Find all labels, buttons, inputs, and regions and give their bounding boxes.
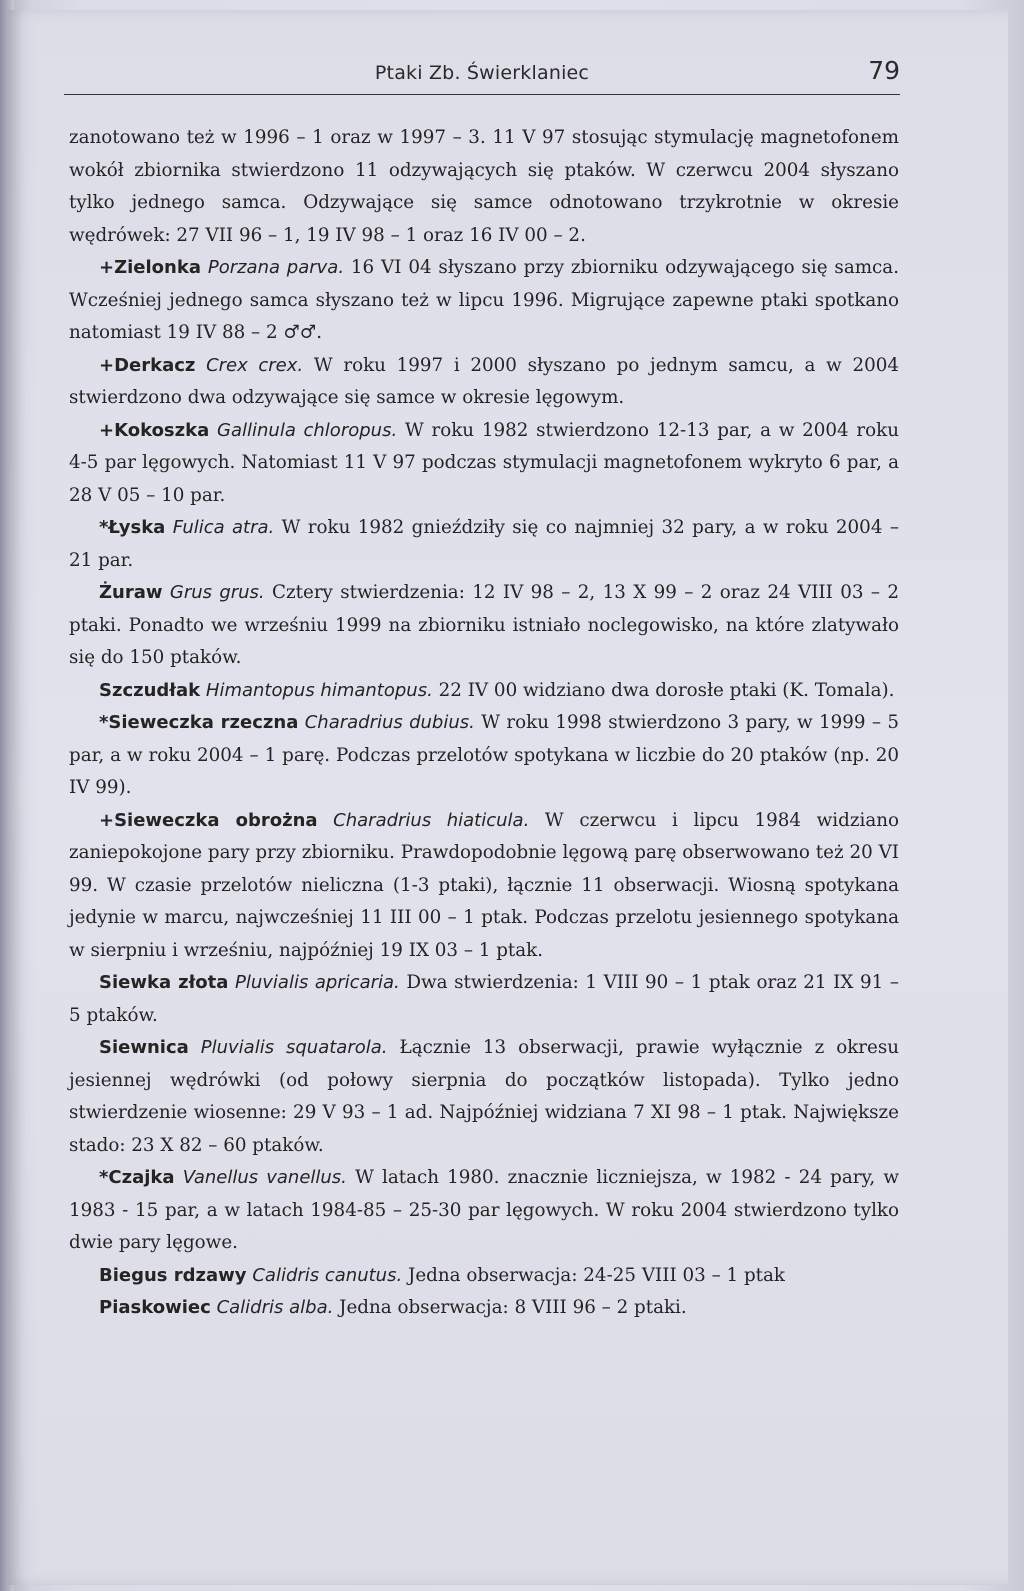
species-entry (69, 1032, 899, 1162)
entry-text: W roku 1982 stwierdzono 12-13 par, a w 2004 roku 4-5 par lęgowych. Natomiast 11 V 97 podczas stymulacji magnetofonem wykryto 6 par, a 28 V 05 – 10 par. (69, 419, 900, 506)
species-entry (69, 512, 899, 577)
entry-text: Jedna obserwacja: 24-25 VIII 03 – 1 ptak (408, 1264, 785, 1286)
species-name: *Łyska (99, 517, 166, 538)
species-name: Szczudłak (99, 679, 201, 701)
latin-name: Calidris alba. (216, 1297, 334, 1318)
entry-text: Jedna obserwacja: 8 VIII 96 – 2 ptaki. (339, 1297, 687, 1318)
latin-name: Pluvialis squatarola. (200, 1037, 388, 1058)
latin-name: Porzana parva. (207, 257, 345, 278)
species-entry (69, 805, 899, 968)
entry-text: W latach 1980. znacznie liczniejsza, w 1982 - 24 pary, w 1983 - 15 par, a w latach 1984-85 – 25-30 par lęgowych. W roku 2004 stwierdzono tylko dwie pary lęgowe. (69, 1167, 900, 1253)
species-entry (69, 252, 899, 350)
species-name: +Kokoszka (99, 419, 210, 441)
latin-name: Calidris canutus. (252, 1264, 403, 1286)
species-name: *Czajka (99, 1167, 175, 1188)
latin-name: Fulica atra. (172, 517, 275, 538)
latin-name: Charadrius dubius. (304, 712, 475, 733)
intro-paragraph: zanotowano też w 1996 – 1 oraz w 1997 – 3. 11 V 97 stosując stymulację magnetofonem wokół zbiornika stwierdzono 11 odzywających się ptaków. W czerwcu 2004 słyszano tylko jednego samca. Odzywające się samce odnotowano trzykrotnie w okresie wędrówek: 27 VII 96 – 1, 19 IV 98 – 1 oraz 16 IV 00 – 2. (69, 127, 899, 246)
species-name: +Zielonka (99, 257, 201, 278)
running-head: Ptaki Zb. Świerklaniec (374, 62, 590, 84)
latin-name: Vanellus vanellus. (182, 1167, 347, 1188)
species-entry (69, 967, 899, 1032)
entry-text: W czerwcu i lipcu 1984 widziano zaniepokojone pary przy zbiorniku. Prawdopodobnie lęgową parę obserwowano też 20 VI 99. W czasie przelotów nieliczna (1-3 ptaki), łącznie 11 obserwacji. Wiosną spotykana jedynie w marcu, najwcześniej 11 III 00 – 1 ptak. Podczas przelotu jesiennego spotykana w sierpniu i wrześniu, najpóźniej 19 IX 03 – 1 ptak. (69, 809, 900, 961)
species-entry (69, 350, 899, 415)
latin-name: Pluvialis apricaria. (235, 972, 400, 993)
entry-text: 16 VI 04 słyszano przy zbiorniku odzywającego się samca. Wcześniej jednego samca słyszano też w lipcu 1996. Migrujące zapewne ptaki spotkano natomiast 19 IV 88 – 2 ♂♂. (69, 257, 899, 343)
species-entry (69, 1260, 899, 1293)
species-name: Siewnica (99, 1037, 189, 1058)
species-entry (69, 675, 899, 708)
species-name: +Sieweczka obrożna (99, 809, 318, 831)
species-name: Piaskowiec (99, 1297, 211, 1318)
entry-text: W roku 1997 i 2000 słyszano po jednym samcu, a w 2004 stwierdzono dwa odzywające się samce w okresie lęgowym. (69, 354, 899, 408)
entry-text: Cztery stwierdzenia: 12 IV 98 – 2, 13 X 99 – 2 oraz 24 VIII 03 – 2 ptaki. Ponadto we wrześniu 1999 na zbiorniku istniało noclegowisko, na które zlatywało się do 150 ptaków. (69, 582, 899, 668)
latin-name: Gallinula chloropus. (217, 419, 398, 441)
species-entry (69, 577, 899, 675)
entry-text: W roku 1998 stwierdzono 3 pary, w 1999 – 5 par, a w roku 2004 – 1 parę. Podczas przelotów spotykana w liczbie do 20 ptaków (np. 20 IV 99). (69, 712, 899, 798)
species-name: Siewka złota (99, 972, 229, 993)
species-name: +Derkacz (99, 354, 196, 376)
latin-name: Himantopus himantopus. (205, 679, 433, 701)
species-entry (69, 1292, 899, 1325)
body-text (69, 122, 899, 1325)
entry-text: 22 IV 00 widziano dwa dorosłe ptaki (K. Tomala). (438, 679, 895, 701)
entry-text: W roku 1982 gnieździły się co najmniej 32 pary, a w roku 2004 – 21 par. (69, 517, 899, 571)
latin-name: Crex crex. (206, 354, 304, 376)
species-entry (69, 1162, 899, 1260)
page-number: 79 (868, 56, 900, 85)
entry-text: Łącznie 13 obserwacji, prawie wyłącznie z okresu jesiennej wędrówki (od połowy sierpnia do początków listopada). Tylko jedno stwierdzenie wiosenne: 29 V 93 – 1 ad. Najpóźniej widziana 7 XI 98 – 1 ptak. Największe stado: 23 X 82 – 60 ptaków. (69, 1037, 900, 1156)
latin-name: Charadrius hiaticula. (333, 809, 530, 831)
latin-name: Grus grus. (169, 582, 265, 603)
species-entry (69, 707, 899, 805)
entry-text: Dwa stwierdzenia: 1 VIII 90 – 1 ptak oraz 21 IX 91 – 5 ptaków. (69, 972, 899, 1026)
book-page (8, 10, 1008, 1585)
page-header (64, 54, 900, 95)
species-entry (69, 415, 899, 513)
species-name: *Sieweczka rzeczna (99, 712, 299, 733)
species-name: Żuraw (99, 582, 163, 603)
species-name: Biegus rdzawy (99, 1264, 247, 1286)
